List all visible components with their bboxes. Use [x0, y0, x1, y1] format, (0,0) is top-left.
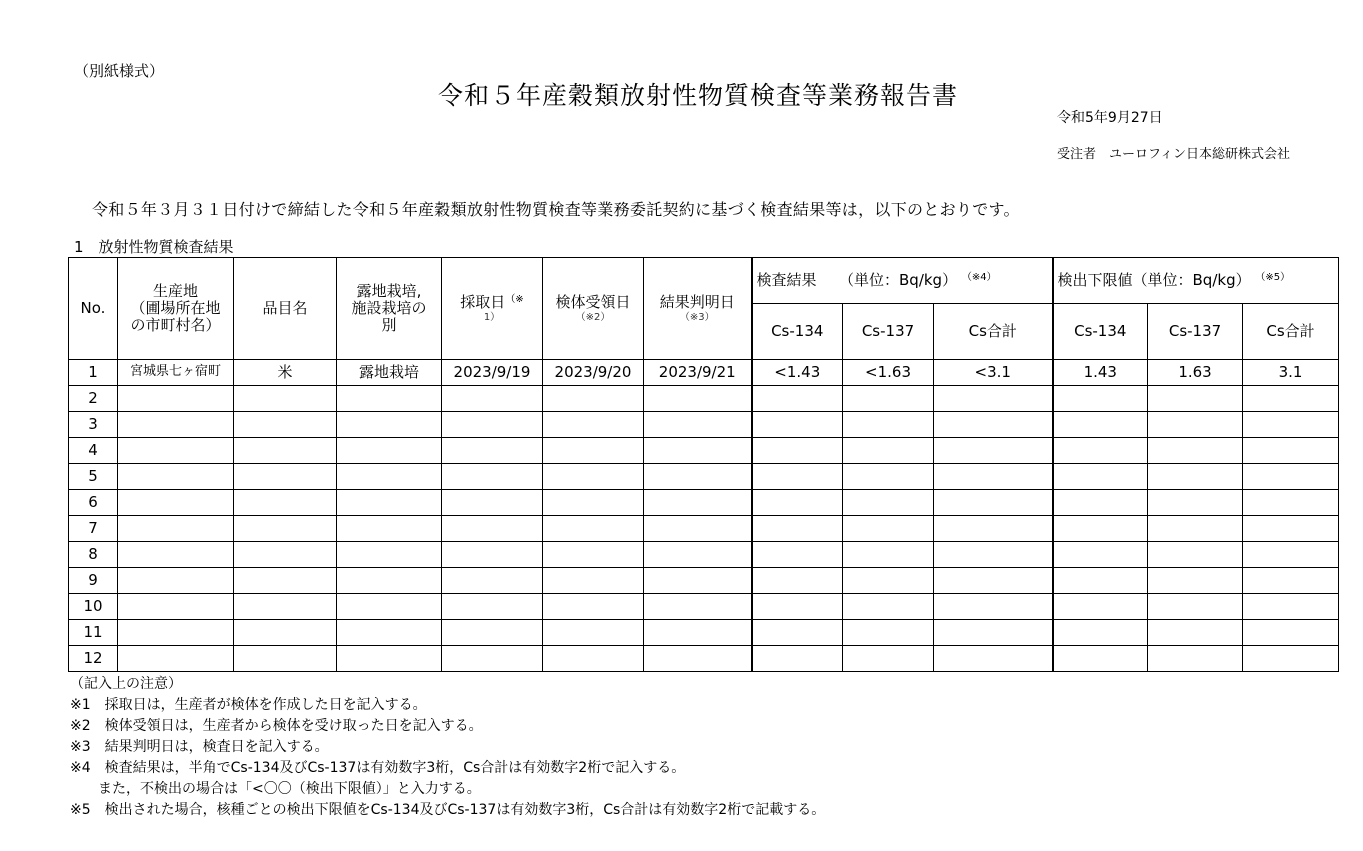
cell-origin: 宮城県七ヶ宿町: [118, 360, 234, 386]
cell-no: 8: [69, 542, 118, 568]
cell-received-date: 2023/9/20: [543, 360, 644, 386]
cell-result-date: [644, 490, 752, 516]
form-label: （別紙様式）: [74, 62, 165, 80]
cell-received-date: [543, 438, 644, 464]
cell-l134: [1053, 438, 1148, 464]
cell-item: [234, 620, 337, 646]
note-4: ※4 検査結果は，半角でCs-134及びCs-137は有効数字3桁，Cs合計は有効数字2桁で記入する。: [70, 760, 686, 776]
cell-l137: [1148, 490, 1243, 516]
cell-origin: [118, 464, 234, 490]
cell-item: [234, 594, 337, 620]
cell-ltotal: [1243, 464, 1339, 490]
table-row: [69, 594, 1339, 620]
cell-sample-date: [442, 412, 543, 438]
cell-origin: [118, 412, 234, 438]
cell-item: [234, 542, 337, 568]
cell-l137: 1.63: [1148, 360, 1243, 386]
cell-received-date: [543, 568, 644, 594]
cell-r137: [843, 594, 934, 620]
cell-cultivation: [337, 594, 442, 620]
header-item: 品目名: [234, 258, 337, 360]
cell-r134: [752, 490, 843, 516]
cell-l134: [1053, 620, 1148, 646]
cell-no: 10: [69, 594, 118, 620]
cell-r134: [752, 386, 843, 412]
header-test-results: 検査結果 （単位：Bq/kg） $^{(※4)}$: [752, 258, 1053, 304]
notes-heading: （記入上の注意）: [70, 676, 182, 692]
cell-no: 5: [69, 464, 118, 490]
cell-origin: [118, 542, 234, 568]
cell-r134: [752, 412, 843, 438]
cell-received-date: [543, 490, 644, 516]
cell-rtotal: [934, 516, 1053, 542]
cell-item: [234, 386, 337, 412]
header-l-total: Cs合計: [1243, 304, 1339, 360]
table-row: [69, 360, 1339, 386]
cell-r137: [843, 386, 934, 412]
cell-l137: [1148, 412, 1243, 438]
cell-origin: [118, 490, 234, 516]
cell-rtotal: [934, 386, 1053, 412]
cell-rtotal: [934, 568, 1053, 594]
note-1: ※1 採取日は，生産者が検体を作成した日を記入する。: [70, 697, 427, 713]
cell-r134: [752, 516, 843, 542]
cell-result-date: 2023/9/21: [644, 360, 752, 386]
cell-l134: [1053, 412, 1148, 438]
cell-result-date: [644, 464, 752, 490]
cell-rtotal: [934, 620, 1053, 646]
cell-rtotal: [934, 438, 1053, 464]
cell-sample-date: [442, 594, 543, 620]
header-cultivation: 露地栽培, 施設栽培の 別: [337, 258, 442, 360]
cell-origin: [118, 386, 234, 412]
header-origin: 生産地 （圃場所在地 の市町村名）: [118, 258, 234, 360]
cell-sample-date: [442, 620, 543, 646]
cell-r137: <1.63: [843, 360, 934, 386]
cell-l137: [1148, 542, 1243, 568]
cell-result-date: [644, 438, 752, 464]
cell-rtotal: <3.1: [934, 360, 1053, 386]
cell-result-date: [644, 568, 752, 594]
cell-no: 12: [69, 646, 118, 672]
cell-sample-date: 2023/9/19: [442, 360, 543, 386]
cell-cultivation: [337, 464, 442, 490]
cell-no: 3: [69, 412, 118, 438]
table-row: [69, 568, 1339, 594]
cell-cultivation: 露地栽培: [337, 360, 442, 386]
cell-r137: [843, 516, 934, 542]
cell-l137: [1148, 646, 1243, 672]
header-result-date: 結果判明日 （※3）: [644, 258, 752, 360]
cell-l134: 1.43: [1053, 360, 1148, 386]
cell-received-date: [543, 464, 644, 490]
cell-rtotal: [934, 464, 1053, 490]
table-row: [69, 490, 1339, 516]
report-date: 令和5年9月27日: [1057, 110, 1163, 126]
cell-item: [234, 646, 337, 672]
cell-r134: [752, 620, 843, 646]
cell-r134: [752, 568, 843, 594]
cell-received-date: [543, 542, 644, 568]
cell-item: [234, 516, 337, 542]
cell-r134: [752, 464, 843, 490]
header-detection-limits: 検出下限値（単位：Bq/kg） $^{(※5)}$: [1053, 258, 1339, 304]
table-row: [69, 464, 1339, 490]
cell-r134: [752, 646, 843, 672]
cell-rtotal: [934, 594, 1053, 620]
header-r-cs137: Cs-137: [843, 304, 934, 360]
cell-r134: <1.43: [752, 360, 843, 386]
cell-l134: [1053, 490, 1148, 516]
table-row: [69, 412, 1339, 438]
cell-sample-date: [442, 646, 543, 672]
cell-no: 7: [69, 516, 118, 542]
cell-item: 米: [234, 360, 337, 386]
cell-r137: [843, 490, 934, 516]
cell-rtotal: [934, 490, 1053, 516]
notes: [70, 674, 825, 821]
note-4-cont: また，不検出の場合は「<〇〇（検出下限値）」と入力する。: [70, 781, 481, 797]
cell-cultivation: [337, 542, 442, 568]
cell-rtotal: [934, 542, 1053, 568]
cell-sample-date: [442, 568, 543, 594]
header-no: No.: [69, 258, 118, 360]
table-row: [69, 646, 1339, 672]
cell-result-date: [644, 542, 752, 568]
cell-received-date: [543, 412, 644, 438]
cell-ltotal: [1243, 646, 1339, 672]
cell-cultivation: [337, 516, 442, 542]
cell-cultivation: [337, 412, 442, 438]
header-r-total: Cs合計: [934, 304, 1053, 360]
cell-received-date: [543, 620, 644, 646]
cell-r137: [843, 620, 934, 646]
cell-ltotal: [1243, 542, 1339, 568]
cell-cultivation: [337, 438, 442, 464]
cell-l137: [1148, 620, 1243, 646]
cell-r137: [843, 646, 934, 672]
cell-no: 1: [69, 360, 118, 386]
cell-ltotal: 3.1: [1243, 360, 1339, 386]
cell-l134: [1053, 516, 1148, 542]
cell-l134: [1053, 464, 1148, 490]
header-r-cs134: Cs-134: [752, 304, 843, 360]
cell-result-date: [644, 594, 752, 620]
contractor-name: 受注者 ユーロフィン日本総研株式会社: [1057, 147, 1290, 162]
cell-l137: [1148, 516, 1243, 542]
table-row: [69, 542, 1339, 568]
cell-l137: [1148, 438, 1243, 464]
cell-result-date: [644, 386, 752, 412]
note-5: ※5 検出された場合，核種ごとの検出下限値をCs-134及びCs-137は有効数字3桁，Cs合計は有効数字2桁で記載する。: [70, 802, 826, 818]
section-heading: 1 放射性物質検査結果: [74, 238, 234, 256]
cell-result-date: [644, 646, 752, 672]
cell-l137: [1148, 386, 1243, 412]
cell-l137: [1148, 594, 1243, 620]
cell-l134: [1053, 594, 1148, 620]
cell-cultivation: [337, 620, 442, 646]
cell-l134: [1053, 646, 1148, 672]
cell-sample-date: [442, 386, 543, 412]
cell-l137: [1148, 464, 1243, 490]
cell-l134: [1053, 542, 1148, 568]
table-row: [69, 386, 1339, 412]
cell-origin: [118, 646, 234, 672]
cell-no: 6: [69, 490, 118, 516]
cell-rtotal: [934, 646, 1053, 672]
header-received-date: 検体受領日 （※2）: [543, 258, 644, 360]
cell-no: 4: [69, 438, 118, 464]
cell-item: [234, 438, 337, 464]
cell-received-date: [543, 594, 644, 620]
cell-item: [234, 464, 337, 490]
cell-origin: [118, 620, 234, 646]
cell-r134: [752, 542, 843, 568]
cell-received-date: [543, 646, 644, 672]
cell-ltotal: [1243, 438, 1339, 464]
table-row: [69, 438, 1339, 464]
cell-r134: [752, 594, 843, 620]
cell-no: 2: [69, 386, 118, 412]
cell-sample-date: [442, 516, 543, 542]
note-2: ※2 検体受領日は，生産者から検体を受け取った日を記入する。: [70, 718, 483, 734]
cell-item: [234, 412, 337, 438]
cell-sample-date: [442, 438, 543, 464]
cell-r137: [843, 438, 934, 464]
cell-no: 9: [69, 568, 118, 594]
cell-origin: [118, 516, 234, 542]
cell-sample-date: [442, 464, 543, 490]
cell-ltotal: [1243, 490, 1339, 516]
intro-text: 令和５年３月３１日付けで締結した令和５年産穀類放射性物質検査等業務委託契約に基づく検査結果等は，以下のとおりです。: [92, 200, 1020, 219]
cell-r137: [843, 412, 934, 438]
cell-origin: [118, 438, 234, 464]
cell-l134: [1053, 568, 1148, 594]
cell-ltotal: [1243, 594, 1339, 620]
results-table: [68, 257, 1339, 672]
cell-item: [234, 568, 337, 594]
cell-ltotal: [1243, 516, 1339, 542]
cell-item: [234, 490, 337, 516]
cell-ltotal: [1243, 412, 1339, 438]
cell-l137: [1148, 568, 1243, 594]
cell-r137: [843, 464, 934, 490]
table-row: [69, 516, 1339, 542]
cell-r137: [843, 568, 934, 594]
cell-ltotal: [1243, 386, 1339, 412]
cell-origin: [118, 568, 234, 594]
cell-sample-date: [442, 490, 543, 516]
cell-rtotal: [934, 412, 1053, 438]
header-sample-date: 採取日（※ 1）: [442, 258, 543, 360]
cell-result-date: [644, 516, 752, 542]
cell-cultivation: [337, 646, 442, 672]
cell-received-date: [543, 516, 644, 542]
cell-l134: [1053, 386, 1148, 412]
cell-result-date: [644, 412, 752, 438]
table-row: [69, 620, 1339, 646]
cell-origin: [118, 594, 234, 620]
cell-cultivation: [337, 568, 442, 594]
cell-no: 11: [69, 620, 118, 646]
cell-cultivation: [337, 490, 442, 516]
cell-ltotal: [1243, 620, 1339, 646]
cell-r137: [843, 542, 934, 568]
cell-sample-date: [442, 542, 543, 568]
cell-cultivation: [337, 386, 442, 412]
cell-result-date: [644, 620, 752, 646]
note-3: ※3 結果判明日は，検査日を記入する。: [70, 739, 329, 755]
header-l-cs137: Cs-137: [1148, 304, 1243, 360]
cell-ltotal: [1243, 568, 1339, 594]
cell-r134: [752, 438, 843, 464]
cell-received-date: [543, 386, 644, 412]
page-title: 令和５年産穀類放射性物質検査等業務報告書: [438, 81, 959, 110]
header-l-cs134: Cs-134: [1053, 304, 1148, 360]
